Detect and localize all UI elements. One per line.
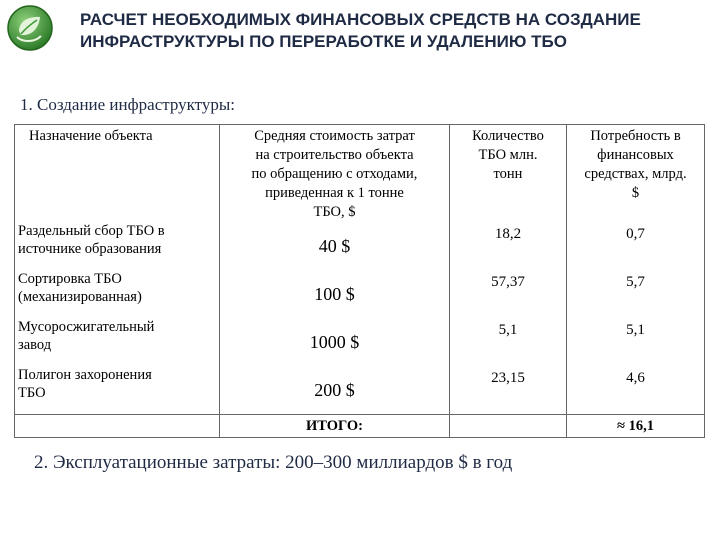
table-total-row bbox=[15, 415, 705, 438]
row-amount: 57,37 bbox=[450, 270, 567, 318]
row-need: 5,1 bbox=[567, 318, 705, 366]
row-object-name: Полигон захоронения ТБО bbox=[18, 367, 152, 401]
row-object-name: Сортировка ТБО (механизированная) bbox=[18, 271, 142, 305]
column-header-amount: Количество ТБО млн. тонн bbox=[450, 125, 567, 223]
total-value: ≈ 16,1 bbox=[567, 415, 705, 438]
column-header-cost: Средняя стоимость затрат на строительство объекта по обращению с отходами, приведенная к 1 тонне ТБО, $ bbox=[220, 125, 450, 223]
section-1-heading: 1. Создание инфраструктуры: bbox=[20, 95, 236, 114]
table-row bbox=[15, 270, 705, 318]
financing-table bbox=[14, 124, 704, 434]
row-amount: 5,1 bbox=[450, 318, 567, 366]
table-row bbox=[15, 222, 705, 270]
row-object-name: Раздельный сбор ТБО в источнике образования bbox=[18, 223, 165, 257]
row-cost: 100 $ bbox=[220, 270, 450, 318]
row-object-name: Мусоросжигательный завод bbox=[18, 319, 155, 353]
title-line-1: РАСЧЕТ НЕОБХОДИМЫХ ФИНАНСОВЫХ СРЕДСТВ НА СОЗДАНИЕ bbox=[80, 10, 641, 29]
row-amount: 18,2 bbox=[450, 222, 567, 270]
column-header-object: Назначение объекта bbox=[29, 128, 153, 144]
row-need: 5,7 bbox=[567, 270, 705, 318]
table-row bbox=[15, 366, 705, 415]
total-label: ИТОГО: bbox=[220, 415, 450, 438]
row-cost: 200 $ bbox=[220, 366, 450, 415]
row-cost: 1000 $ bbox=[220, 318, 450, 366]
row-cost: 40 $ bbox=[220, 222, 450, 270]
table-row bbox=[15, 318, 705, 366]
row-need: 4,6 bbox=[567, 366, 705, 415]
row-need: 0,7 bbox=[567, 222, 705, 270]
page-title bbox=[80, 9, 680, 53]
recycle-leaf-logo bbox=[6, 4, 54, 52]
section-2-operating-costs: 2. Эксплуатационные затраты: 200–300 миллиардов $ в год bbox=[34, 452, 513, 473]
title-line-2: ИНФРАСТРУКТУРЫ ПО ПЕРЕРАБОТКЕ И УДАЛЕНИЮ ТБО bbox=[80, 32, 567, 51]
column-header-need: Потребность в финансовых средствах, млрд. $ bbox=[567, 125, 705, 223]
table-header-row bbox=[15, 125, 705, 223]
row-amount: 23,15 bbox=[450, 366, 567, 415]
